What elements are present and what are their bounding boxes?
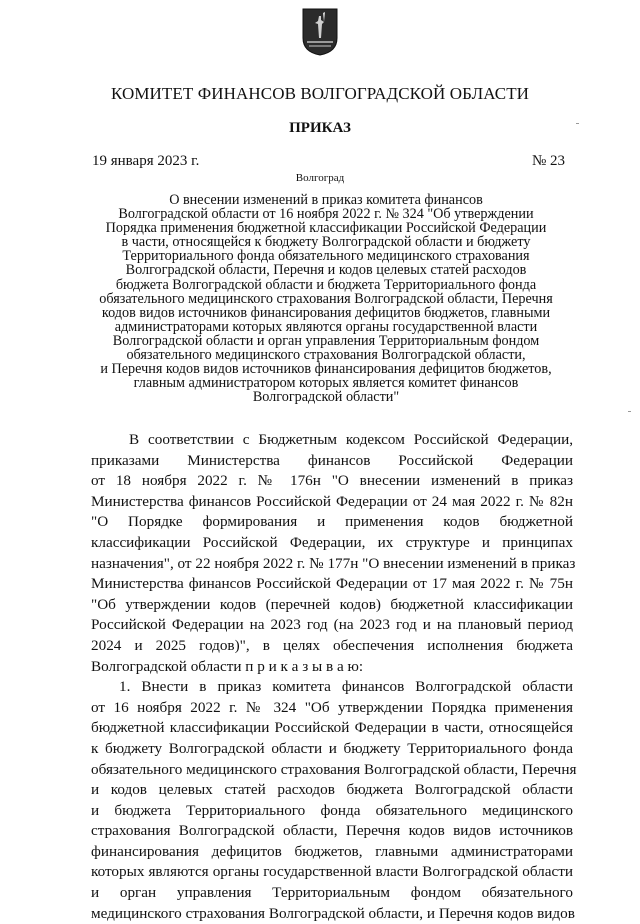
body-line: от 18 ноября 2022 г. № 176н "О внесении изменений в приказ: [91, 472, 573, 490]
body-line: Министерства финансов Российской Федерации от 17 мая 2022 г. № 75н: [91, 575, 573, 593]
order-number: № 23: [532, 153, 566, 169]
body-line: Министерства финансов Российской Федерации от 24 мая 2022 г. № 82н: [91, 492, 573, 510]
subject-line: в части, относящейся к бюджету Волгоградской области и бюджету: [121, 234, 531, 251]
subject-line: Волгоградской области от 16 ноября 2022 г. № 324 "Об утверждении: [118, 206, 534, 223]
order-subject: [80, 193, 572, 404]
subject-line: главным администратором которых является комитет финансов: [133, 375, 519, 392]
coat-of-arms-emblem: [302, 8, 338, 56]
body-line: и бюджета Территориального фонда обязательного медицинского: [91, 801, 573, 819]
order-body: [91, 430, 577, 924]
body-line: финансирования дефицитов бюджетов, главными администраторами: [91, 842, 573, 860]
subject-line: обязательного медицинского страхования Волгоградской области,: [126, 347, 526, 364]
subject-line: О внесении изменений в приказ комитета финансов: [169, 192, 483, 208]
body-line: обязательного медицинского страхования Волгоградской области, Перечня: [91, 760, 577, 778]
subject-line: и Перечня кодов видов источников финансирования дефицитов бюджетов,: [100, 361, 552, 378]
subject-line: Волгоградской области, Перечня и кодов целевых статей расходов: [125, 262, 527, 279]
body-line: 1. Внести в приказ комитета финансов Волгоградской области: [119, 678, 573, 696]
body-line: от 16 ноября 2022 г. № 324 "Об утверждении Порядка применения: [91, 698, 573, 716]
body-line: 2024 и 2025 годов)", в целях обеспечения исполнения бюджета: [91, 636, 573, 654]
body-line: приказами Министерства финансов Российской Федерации: [91, 451, 573, 469]
order-date: 19 января 2023 г.: [92, 153, 200, 169]
committee-title: КОМИТЕТ ФИНАНСОВ ВОЛГОГРАДСКОЙ ОБЛАСТИ: [110, 84, 530, 103]
subject-line: администраторами которых являются органы государственной власти: [114, 318, 538, 335]
body-line: которых являются органы государственной власти Волгоградской области: [91, 863, 573, 881]
subject-line: Волгоградской области": [252, 389, 400, 406]
body-line: "О Порядке формирования и применения кодов бюджетной: [91, 513, 573, 531]
body-line: В соответствии с Бюджетным кодексом Российской Федерации,: [129, 431, 573, 448]
scan-speck: [628, 411, 631, 412]
body-line: бюджетной классификации Российской Федерации в части, относящейся: [91, 719, 573, 737]
scan-speck: [576, 123, 579, 124]
subject-line: Волгоградской области и орган управления Территориальным фондом: [112, 332, 540, 349]
body-line: медицинского страхования Волгоградской области, и Перечня кодов видов: [91, 904, 575, 922]
body-line: и кодов целевых статей расходов бюджета Волгоградской области: [91, 781, 573, 799]
subject-line: бюджета Волгоградской области и бюджета Территориального фонда: [115, 276, 537, 293]
document-type-title: ПРИКАЗ: [289, 120, 351, 136]
body-line: страхования Волгоградской области, Перечня кодов видов источников: [91, 822, 573, 840]
body-line: Российской Федерации на 2023 год (на 2023 год и на плановый период: [91, 616, 573, 634]
subject-line: обязательного медицинского страхования Волгоградской области, Перечня: [99, 290, 553, 307]
body-line: "Об утверждении кодов (перечней кодов) бюджетной классификации: [91, 595, 573, 613]
body-line: назначения", от 22 ноября 2022 г. № 177н "О внесении изменений в приказ: [91, 554, 576, 572]
body-line: и орган управления Территориальным фондом обязательного: [91, 884, 573, 902]
subject-line: кодов видов источников финансирования дефицитов бюджетов, главными: [101, 304, 551, 321]
order-city: Волгоград: [295, 172, 345, 184]
subject-line: Порядка применения бюджетной классификации Российской Федерации: [105, 220, 547, 237]
body-line: классификации Российской Федерации, их структуре и принципах: [91, 533, 573, 551]
subject-line: Территориального фонда обязательного медицинского страхования: [122, 248, 530, 265]
body-line: Волгоградской области п р и к а з ы в а ю:: [91, 657, 364, 675]
body-line: к бюджету Волгоградской области и бюджету Территориального фонда: [91, 739, 573, 757]
